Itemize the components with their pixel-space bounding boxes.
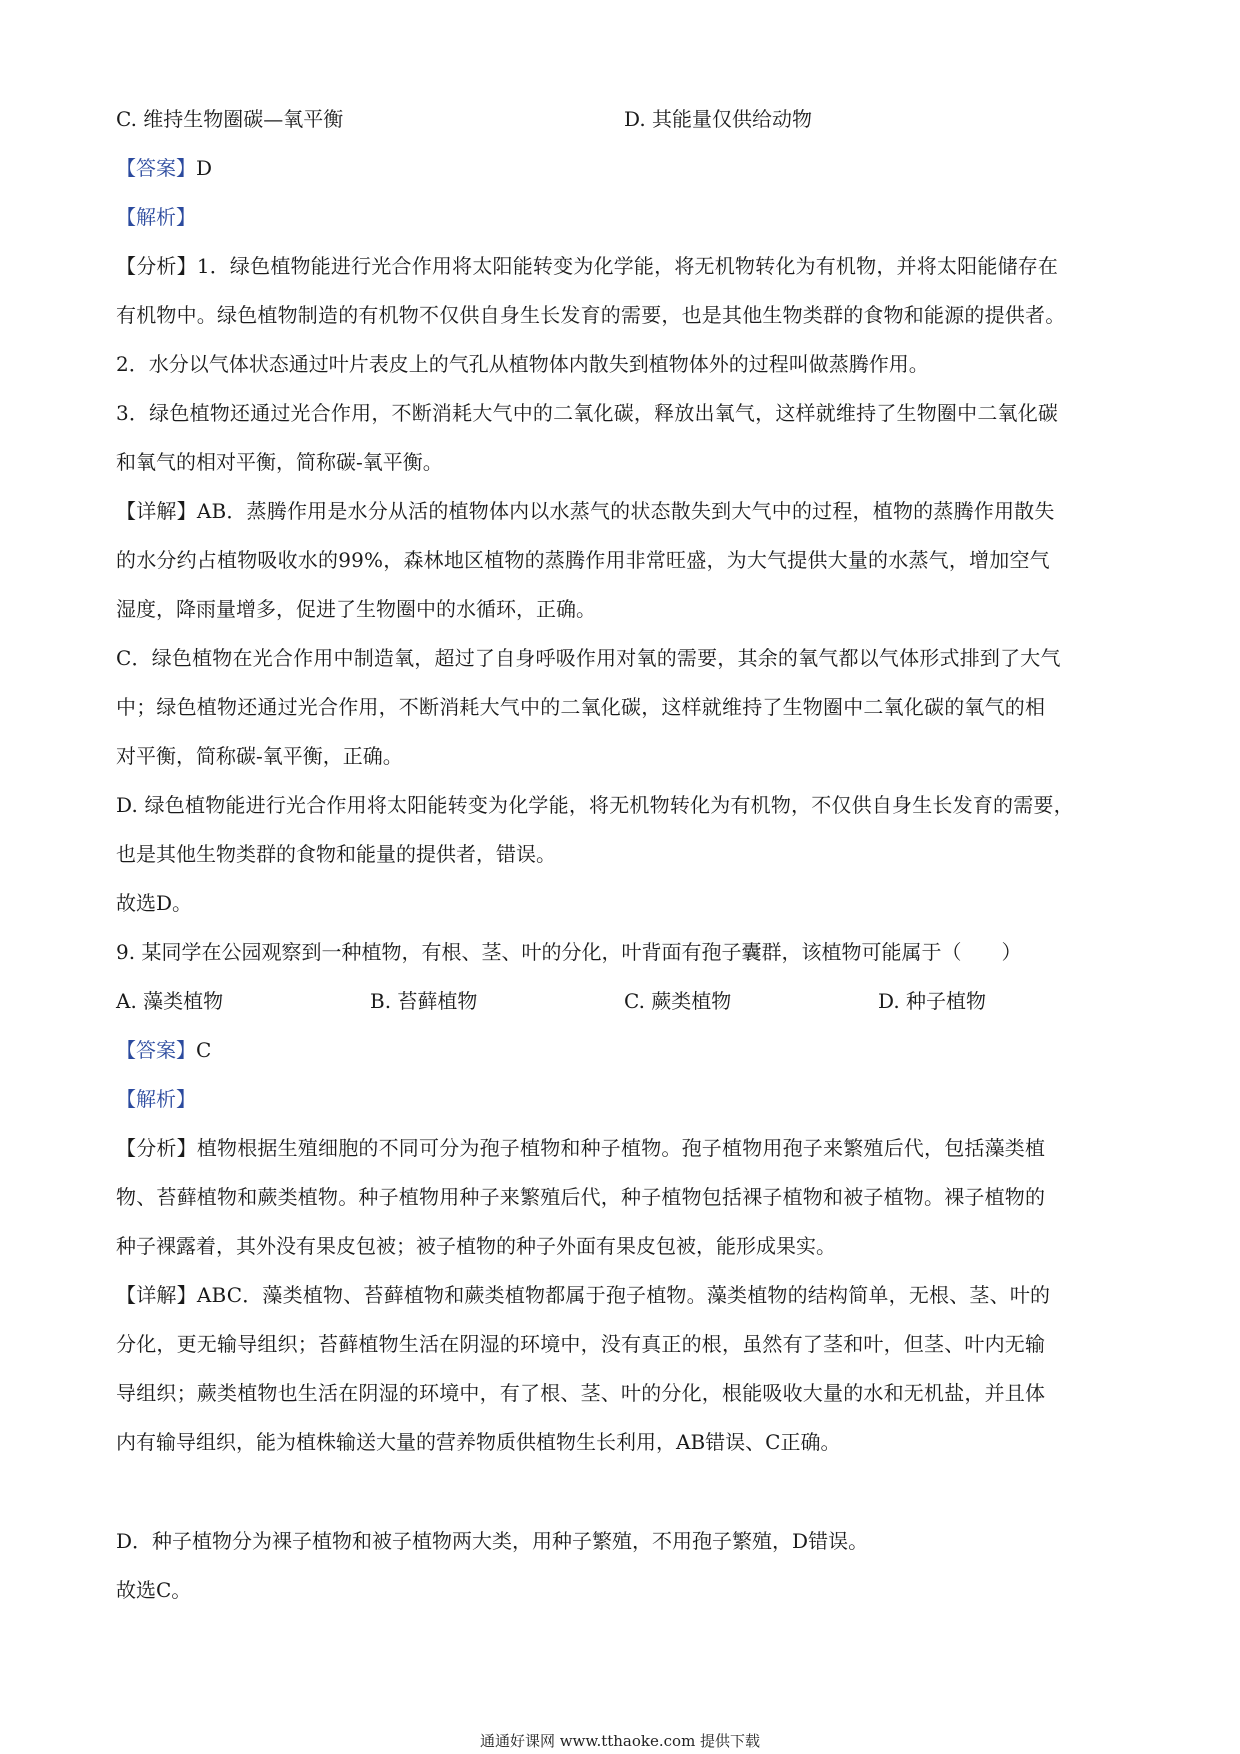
q8-conclusion: 故选D。 xyxy=(116,891,193,915)
fenxi-text: 植物根据生殖细胞的不同可分为孢子植物和种子植物。孢子植物用孢子来繁殖后代，包括藻类植 xyxy=(196,1136,1046,1160)
xiangjie-text: AB．蒸腾作用是水分从活的植物体内以水蒸气的状态散失到大气中的过程，植物的蒸腾作用散失 xyxy=(196,499,1055,523)
q9-option-d: D. 种子植物 xyxy=(878,989,987,1013)
xiangjie-tag: 【详解】 xyxy=(116,1283,197,1307)
xiangjie-tag: 【详解】 xyxy=(116,499,197,523)
q9-abc-line3: 导组织；蕨类植物也生活在阴湿的环境中，有了根、茎、叶的分化，根能吸收大量的水和无机盐，并且体 xyxy=(116,1381,1046,1405)
page-footer: 通通好课网 www.tthaoke.com 提供下载 xyxy=(479,1732,761,1750)
q8-fenxi-line2: 有机物中。绿色植物制造的有机物不仅供自身生长发育的需要，也是其他生物类群的食物和能源的提供者。 xyxy=(116,303,1066,327)
q8-point3-line2: 和氧气的相对平衡，简称碳-氧平衡。 xyxy=(116,450,443,474)
q9-xiangjie-line1 xyxy=(116,1282,1136,1308)
q8-ab-line3: 湿度，降雨量增多，促进了生物圈中的水循环，正确。 xyxy=(116,597,596,621)
q9-abc-line2: 分化，更无输导组织；苔藓植物生活在阴湿的环境中，没有真正的根，虽然有了茎和叶，但茎、叶内无输 xyxy=(116,1332,1046,1356)
answer-tag: 【答案】 xyxy=(116,1038,196,1062)
q9-fenxi-line1 xyxy=(116,1135,1136,1161)
q8-analysis-tag: 【解析】 xyxy=(116,205,196,229)
fenxi-text: 1．绿色植物能进行光合作用将太阳能转变为化学能，将无机物转化为有机物，并将太阳能储存在 xyxy=(196,254,1059,278)
q8-d-line2: 也是其他生物类群的食物和能量的提供者，错误。 xyxy=(116,842,556,866)
q8-ab-line2: 的水分约占植物吸收水的99%，森林地区植物的蒸腾作用非常旺盛，为大气提供大量的水蒸气，增加空气 xyxy=(116,548,1050,572)
q8-fenxi-line1 xyxy=(116,253,1136,279)
q8-d-line1: D. 绿色植物能进行光合作用将太阳能转变为化学能，将无机物转化为有机物，不仅供自身生长发育的需要， xyxy=(116,793,1074,817)
q9-analysis-tag: 【解析】 xyxy=(116,1087,196,1111)
q8-c-line2: 中；绿色植物还通过光合作用，不断消耗大气中的二氧化碳，这样就维持了生物圈中二氧化碳的氧气的相 xyxy=(116,695,1046,719)
q9-fenxi-line3: 种子裸露着，其外没有果皮包被；被子植物的种子外面有果皮包被，能形成果实。 xyxy=(116,1234,836,1258)
q8-c-line3: 对平衡，简称碳-氧平衡，正确。 xyxy=(116,744,403,768)
fenxi-tag: 【分析】 xyxy=(116,254,197,278)
q9-answer xyxy=(116,1037,1136,1063)
q8-option-c: C. 维持生物圈碳—氧平衡 xyxy=(116,107,344,131)
q8-answer xyxy=(116,155,1136,181)
q9-option-a: A. 藻类植物 xyxy=(116,989,224,1013)
q8-xiangjie-line1 xyxy=(116,498,1136,524)
answer-tag: 【答案】 xyxy=(116,156,196,180)
q8-point3-line1: 3．绿色植物还通过光合作用，不断消耗大气中的二氧化碳，释放出氧气，这样就维持了生物圈中二氧化碳 xyxy=(116,401,1059,425)
q9-fenxi-line2: 物、苔藓植物和蕨类植物。种子植物用种子来繁殖后代，种子植物包括裸子植物和被子植物。裸子植物的 xyxy=(116,1185,1046,1209)
q9-abc-line4: 内有输导组织，能为植株输送大量的营养物质供植物生长利用，AB错误、C正确。 xyxy=(116,1430,841,1454)
answer-value: D xyxy=(196,156,213,180)
q9-conclusion: 故选C。 xyxy=(116,1578,192,1602)
q8-option-d: D. 其能量仅供给动物 xyxy=(624,107,813,131)
xiangjie-text: ABC．藻类植物、苔藓植物和蕨类植物都属于孢子植物。藻类植物的结构简单，无根、茎、叶的 xyxy=(196,1283,1051,1307)
q9-option-c: C. 蕨类植物 xyxy=(624,989,732,1013)
q8-c-line1: C．绿色植物在光合作用中制造氧，超过了自身呼吸作用对氧的需要，其余的氧气都以气体形式排到了大气 xyxy=(116,646,1061,670)
q8-point2: 2．水分以气体状态通过叶片表皮上的气孔从植物体内散失到植物体外的过程叫做蒸腾作用。 xyxy=(116,352,929,376)
q9-question: 9. 某同学在公园观察到一种植物，有根、茎、叶的分化，叶背面有孢子囊群，该植物可能属于（ ） xyxy=(116,940,1022,964)
answer-value: C xyxy=(196,1038,212,1062)
q9-d-line: D．种子植物分为裸子植物和被子植物两大类，用种子繁殖，不用孢子繁殖，D错误。 xyxy=(116,1529,869,1553)
q9-option-b: B. 苔藓植物 xyxy=(370,989,478,1013)
fenxi-tag: 【分析】 xyxy=(116,1136,197,1160)
